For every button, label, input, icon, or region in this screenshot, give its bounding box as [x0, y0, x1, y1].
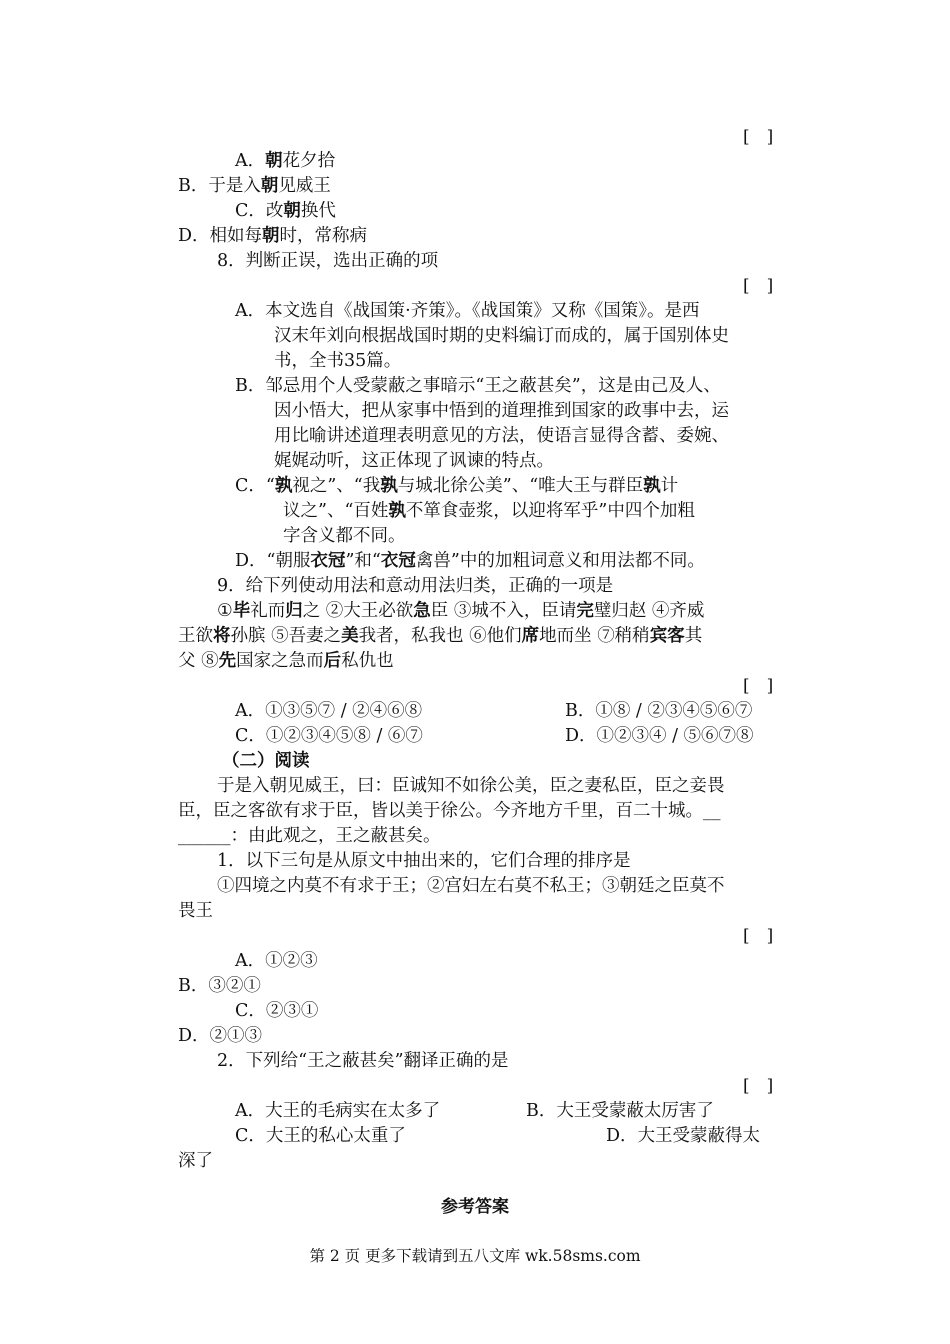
q9-items-line3: 父 ⑧先国家之急而后私仇也 — [178, 651, 394, 671]
q8-option-a-line3: 书，全书35篇。 — [274, 351, 402, 371]
q9-option-a: A．①③⑤⑦ / ②④⑥⑧ — [235, 701, 423, 721]
q7-option-a: A．朝花夕拾 — [235, 151, 336, 171]
q7-option-b: B．于是入朝见威王 — [178, 176, 331, 196]
q8-option-c-line2: 议之”、“百姓孰不箪食壶浆，以迎将军乎”中四个加粗 — [283, 501, 695, 521]
reading-passage-line2: 臣，臣之客欲有求于臣，皆以美于徐公。今齐地方千里，百二十城。__ — [178, 801, 721, 821]
reading-q1-text-line2: 畏王 — [178, 901, 213, 921]
answer-bracket: [ ] — [743, 1076, 774, 1096]
q7-option-c: C．改朝换代 — [235, 201, 336, 221]
q8-option-a-line1: A．本文选自《战国策·齐策》。《战国策》又称《国策》。是西 — [235, 301, 700, 321]
reading-q1-option-a: A．①②③ — [235, 951, 318, 971]
answer-bracket: [ ] — [743, 127, 774, 147]
reading-q1-option-d: D．②①③ — [178, 1026, 263, 1046]
answer-bracket: [ ] — [743, 926, 774, 946]
reading-q2-option-d-continued: 深了 — [178, 1151, 213, 1171]
q8-option-b-line3: 用比喻讲述道理表明意见的方法，使语言显得含蓄、委婉、 — [274, 426, 729, 446]
reading-q2-option-c: C．大王的私心太重了 — [235, 1126, 406, 1146]
reading-passage-line3: ______：由此观之，王之蔽甚矣。 — [178, 826, 441, 846]
q9-stem: 9．给下列使动用法和意动用法归类，正确的一项是 — [217, 576, 614, 596]
reading-passage-line1: 于是入朝见威王，曰：臣诚知不如徐公美，臣之妻私臣，臣之妾畏 — [217, 776, 725, 796]
q8-option-c-line1: C．“孰视之”、“我孰与城北徐公美”、“唯大王与群臣孰计 — [235, 476, 679, 496]
answer-bracket: [ ] — [743, 676, 774, 696]
answers-title: 参考答案 — [441, 1197, 509, 1217]
q8-option-b-line4: 娓娓动听，这正体现了讽谏的特点。 — [274, 451, 554, 471]
reading-heading: （二）阅读 — [222, 751, 310, 771]
reading-q1-stem: 1．以下三句是从原文中抽出来的，它们合理的排序是 — [217, 851, 631, 871]
q8-option-b-line2: 因小悟大，把从家事中悟到的道理推到国家的政事中去，运 — [274, 401, 729, 421]
answer-bracket: [ ] — [743, 276, 774, 296]
reading-q1-option-b: B．③②① — [178, 976, 261, 996]
q8-option-a-line2: 汉末年刘向根据战国时期的史料编订而成的，属于国别体史 — [274, 326, 729, 346]
page-footer: 第 2 页 更多下载请到五八文库 wk.58sms.com — [309, 1247, 641, 1265]
reading-q2-option-d: D．大王受蒙蔽得太 — [606, 1126, 761, 1146]
q9-option-d: D．①②③④ / ⑤⑥⑦⑧ — [565, 726, 754, 746]
q9-option-c: C．①②③④⑤⑧ / ⑥⑦ — [235, 726, 423, 746]
reading-q1-text-line1: ①四境之内莫不有求于王；②宫妇左右莫不私王；③朝廷之臣莫不 — [217, 876, 725, 896]
q8-option-c-line3: 字含义都不同。 — [283, 526, 406, 546]
reading-q2-stem: 2．下列给“王之蔽甚矣”翻译正确的是 — [217, 1051, 509, 1071]
q8-option-d: D．“朝服衣冠”和“衣冠禽兽”中的加粗词意义和用法都不同。 — [235, 551, 705, 571]
reading-q2-option-a: A．大王的毛病实在太多了 — [235, 1101, 441, 1121]
q8-option-b-line1: B．邹忌用个人受蒙蔽之事暗示“王之蔽甚矣”，这是由己及人、 — [235, 376, 721, 396]
q8-stem: 8．判断正误，选出正确的项 — [217, 251, 439, 271]
reading-q2-option-b: B．大王受蒙蔽太厉害了 — [526, 1101, 714, 1121]
q9-items-line1: ①毕礼而归之 ②大王必欲急臣 ③城不入，臣请完璧归赵 ④齐威 — [217, 601, 705, 621]
q9-option-b: B．①⑧ / ②③④⑤⑥⑦ — [565, 701, 753, 721]
q7-option-d: D．相如每朝时，常称病 — [178, 226, 368, 246]
reading-q1-option-c: C．②③① — [235, 1001, 319, 1021]
q9-items-line2: 王欲将孙膑 ⑤吾妻之美我者，私我也 ⑥他们席地而坐 ⑦稍稍宾客其 — [178, 626, 703, 646]
